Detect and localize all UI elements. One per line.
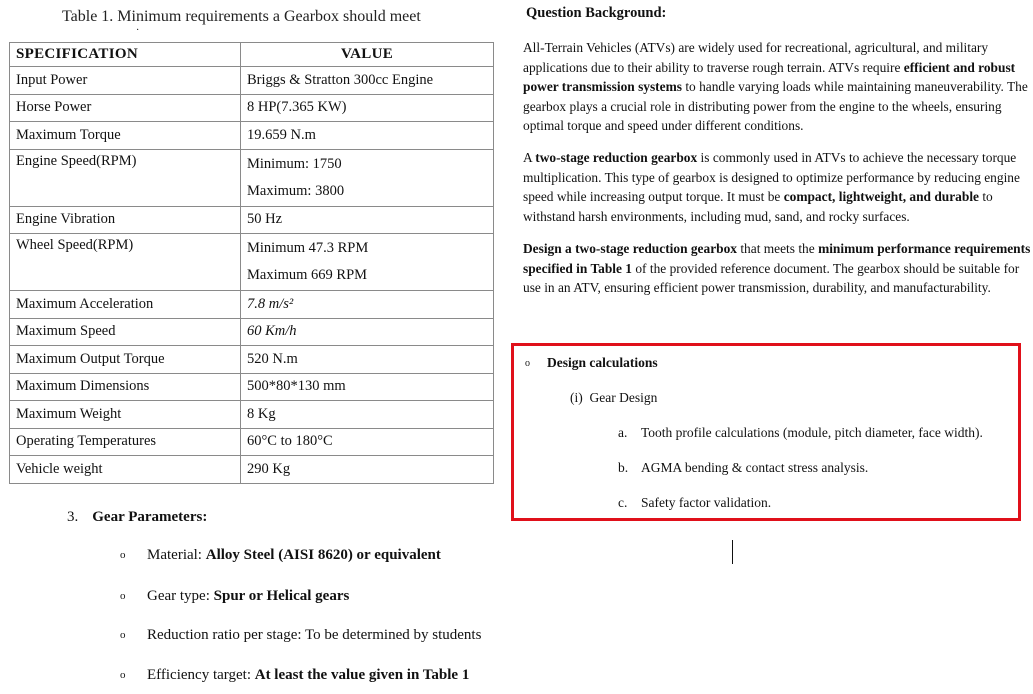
sub-title: Gear Design	[589, 390, 658, 405]
text-run: to handle varying loads while maintaining maneuverability. The gearbox plays a crucial role in distributing power from the engine to the wheels, ensuring optimal torque and speed under different conditions.	[523, 79, 1028, 134]
spec-cell: Wheel Speed(RPM)	[10, 234, 241, 291]
background-paragraph	[523, 38, 1033, 136]
bullet-icon: o	[525, 358, 530, 369]
item-value: Alloy Steel (AISI 8620) or equivalent	[205, 547, 441, 563]
bold-phrase: Design a two-stage reduction gearbox	[523, 241, 737, 256]
item-value: Spur or Helical gears	[213, 588, 350, 604]
item-text: Tooth profile calculations (module, pitch diameter, face width).	[641, 425, 983, 440]
value-cell: 290 Kg	[241, 456, 494, 484]
table-row	[10, 94, 494, 122]
value-column-header: VALUE	[241, 43, 494, 67]
table-header-row	[10, 43, 494, 67]
background-heading: Question Background:	[526, 5, 667, 21]
text-run: is commonly used in ATVs to achieve the necessary torque multiplication. This type of gearbox is designed to optimize performance by reducing engine speed while increasing output torque. It must be	[523, 150, 1020, 205]
item-text: AGMA bending & contact stress analysis.	[641, 460, 869, 475]
bullet-icon: o	[120, 549, 126, 561]
task-subtitle	[570, 390, 657, 406]
list-item	[618, 425, 983, 441]
spec-cell: Maximum Dimensions	[10, 373, 241, 401]
bold-phrase: two-stage reduction gearbox	[535, 150, 698, 165]
spec-cell: Operating Temperatures	[10, 428, 241, 456]
table-row	[10, 318, 494, 346]
table-caption: Table 1. Minimum requirements a Gearbox should meet	[62, 8, 421, 25]
spec-cell: Maximum Speed	[10, 318, 241, 346]
table-row	[10, 428, 494, 456]
table-row	[10, 291, 494, 319]
list-item	[120, 667, 469, 684]
task-title	[525, 355, 658, 371]
item-label: Material:	[147, 547, 206, 563]
value-cell: 60°C to 180°C	[241, 428, 494, 456]
item-marker: b.	[618, 460, 629, 475]
list-item	[120, 588, 349, 605]
table-row	[10, 456, 494, 484]
text-cursor	[732, 540, 733, 564]
bullet-icon: o	[120, 629, 126, 641]
spec-cell: Input Power	[10, 67, 241, 95]
value-cell: 19.659 N.m	[241, 122, 494, 150]
spec-cell: Horse Power	[10, 94, 241, 122]
value-cell: 60 Km/h	[241, 318, 494, 346]
bullet-icon: o	[120, 590, 126, 602]
section-title: Gear Parameters:	[92, 509, 208, 525]
value-cell: Briggs & Stratton 300cc Engine	[241, 67, 494, 95]
value-line: Minimum: 1750	[247, 155, 342, 172]
spec-cell: Maximum Output Torque	[10, 346, 241, 374]
value-cell: 520 N.m	[241, 346, 494, 374]
requirements-table	[9, 42, 494, 484]
list-item	[618, 495, 771, 511]
table-row	[10, 346, 494, 374]
value-line: Maximum: 3800	[247, 182, 345, 199]
table-row	[10, 149, 494, 206]
value-cell: 8 Kg	[241, 401, 494, 429]
item-label: Reduction ratio per stage: To be determined by students	[147, 627, 482, 643]
table-row	[10, 206, 494, 234]
item-label: Efficiency target:	[147, 667, 255, 683]
list-item	[618, 460, 868, 476]
bold-phrase: minimum performance requirements specified in Table 1	[523, 241, 1031, 276]
table-row	[10, 122, 494, 150]
bold-phrase: efficient and robust power transmission systems	[523, 59, 1016, 95]
text-run: of the provided reference document. The gearbox should be suitable for use in an ATV, ensuring efficient power transmission, durability, and manufacturability.	[523, 260, 1020, 296]
value-cell	[241, 234, 494, 291]
value-cell: 7.8 m/s²	[241, 291, 494, 319]
spec-cell: Engine Speed(RPM)	[10, 149, 241, 206]
value-cell	[241, 149, 494, 206]
value-line: Maximum 669 RPM	[247, 267, 368, 283]
value-cell: 8 HP(7.365 KW)	[241, 94, 494, 122]
value-cell: 500*80*130 mm	[241, 373, 494, 401]
gear-parameters-heading	[67, 509, 207, 526]
spec-cell: Maximum Weight	[10, 401, 241, 429]
spec-cell: Maximum Torque	[10, 122, 241, 150]
spec-cell: Engine Vibration	[10, 206, 241, 234]
list-item	[120, 627, 481, 644]
text-run: that meets the	[736, 241, 819, 256]
section-number: 3.	[67, 509, 79, 525]
table-row	[10, 401, 494, 429]
item-marker: c.	[618, 495, 628, 510]
text-run: A	[523, 150, 536, 165]
spec-column-header: SPECIFICATION	[10, 43, 241, 67]
task-paragraph	[523, 239, 1033, 298]
value-cell: 50 Hz	[241, 206, 494, 234]
value-line: Minimum 47.3 RPM	[247, 240, 369, 256]
bold-phrase: compact, lightweight, and durable	[783, 189, 979, 205]
spec-cell: Vehicle weight	[10, 456, 241, 484]
task-title-text: Design calculations	[547, 355, 658, 370]
bullet-icon: o	[120, 669, 126, 681]
text-run: All-Terrain Vehicles (ATVs) are widely used for recreational, agricultural, and military applications due to their ability to traverse rough terrain. ATVs require	[523, 40, 989, 75]
table-row	[10, 373, 494, 401]
table-row	[10, 234, 494, 291]
spec-cell: Maximum Acceleration	[10, 291, 241, 319]
item-text: Safety factor validation.	[641, 495, 772, 510]
item-label: Gear type:	[147, 588, 214, 604]
table-row	[10, 67, 494, 95]
background-paragraph	[523, 148, 1033, 226]
caption-mark: ·	[136, 25, 140, 36]
sub-marker: (i)	[570, 390, 583, 405]
text-run: to withstand harsh environments, including mud, sand, and rocky surfaces.	[523, 189, 993, 224]
list-item	[120, 547, 441, 564]
item-value: At least the value given in Table 1	[254, 667, 470, 683]
item-marker: a.	[618, 425, 628, 440]
